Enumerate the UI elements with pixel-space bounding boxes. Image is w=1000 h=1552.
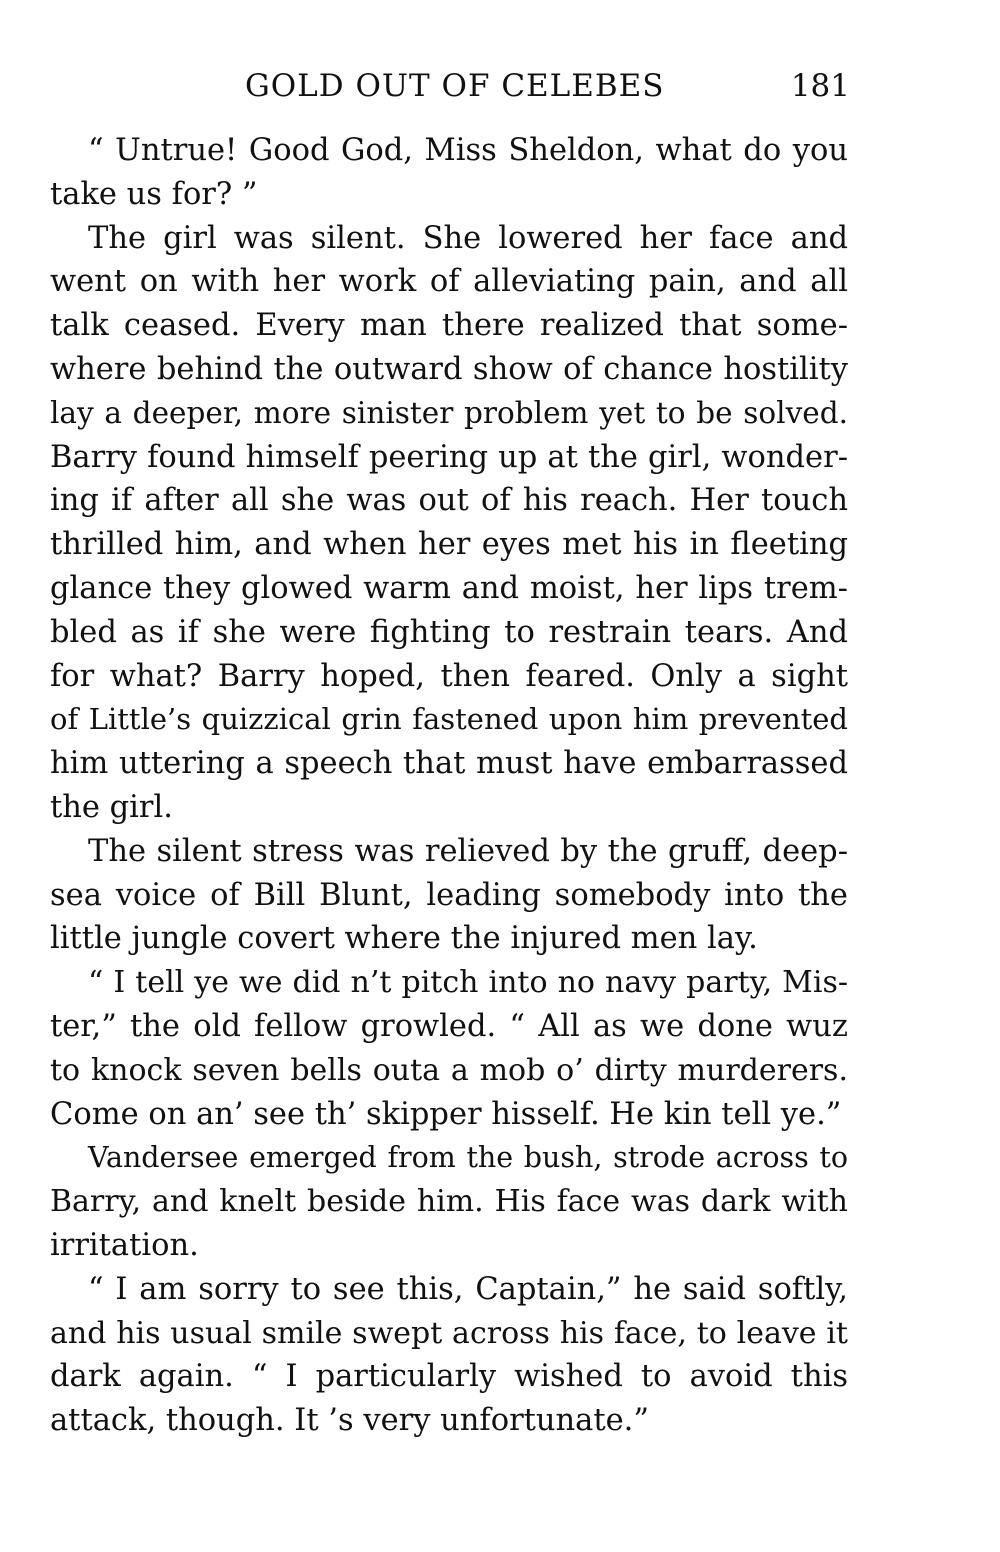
- text-line: ter,” the old fellow growled. “ All as we done wuz: [50, 1008, 848, 1044]
- text-line: of Little’s quizzical grin fastened upon him prevented: [50, 702, 848, 737]
- text-line: the girl.: [50, 789, 173, 825]
- text-line: attack, though. It ’s very unfortunate.”: [50, 1403, 649, 1439]
- text-line: “ I tell ye we did n’t pitch into no navy party, Mis-: [88, 965, 848, 1001]
- text-line: for what? Barry hoped, then feared. Only a sight: [50, 658, 848, 694]
- text-line: glance they glowed warm and moist, her lips trem-: [50, 570, 848, 606]
- text-line: bled as if she were fighting to restrain tears. And: [50, 614, 848, 650]
- text-line: ing if after all she was out of his reach. Her touch: [50, 483, 848, 519]
- running-head: [245, 68, 850, 108]
- text-line: lay a deeper, more sinister problem yet to be solved.: [50, 395, 848, 430]
- text-line: where behind the outward show of chance hostility: [50, 351, 848, 387]
- text-line: irritation.: [50, 1227, 199, 1263]
- text-line: Barry, and knelt beside him. His face was dark with: [50, 1184, 848, 1220]
- text-line: The silent stress was relieved by the gruff, deep-: [88, 833, 848, 869]
- text-line: little jungle covert where the injured men lay.: [50, 921, 758, 957]
- text-line: Barry found himself peering up at the girl, wonder-: [50, 439, 848, 475]
- text-line: and his usual smile swept across his face, to leave it: [50, 1315, 848, 1351]
- text-line: “ Untrue! Good God, Miss Sheldon, what do you: [88, 133, 848, 168]
- text-line: to knock seven bells outa a mob o’ dirty murderers.: [50, 1052, 848, 1088]
- running-title: GOLD OUT OF CELEBES: [245, 68, 665, 104]
- text-line: The girl was silent. She lowered her face and: [88, 220, 848, 256]
- text-line: dark again. “ I particularly wished to avoid this: [50, 1359, 848, 1395]
- text-line: him uttering a speech that must have embarrassed: [50, 746, 848, 782]
- body-text: [50, 129, 848, 1443]
- text-line: sea voice of Bill Blunt, leading somebody into the: [50, 877, 848, 913]
- text-line: Come on an’ see th’ skipper hisself. He kin tell ye.”: [50, 1096, 842, 1132]
- text-line: “ I am sorry to see this, Captain,” he said softly,: [88, 1271, 848, 1307]
- text-line: thrilled him, and when her eyes met his in fleeting: [50, 527, 848, 563]
- text-line: take us for? ”: [50, 176, 258, 212]
- page-number: 181: [790, 68, 850, 104]
- text-line: Vandersee emerged from the bush, strode across to: [88, 1141, 848, 1175]
- text-line: went on with her work of alleviating pain, and all: [50, 264, 848, 300]
- text-line: talk ceased. Every man there realized that some-: [50, 308, 848, 344]
